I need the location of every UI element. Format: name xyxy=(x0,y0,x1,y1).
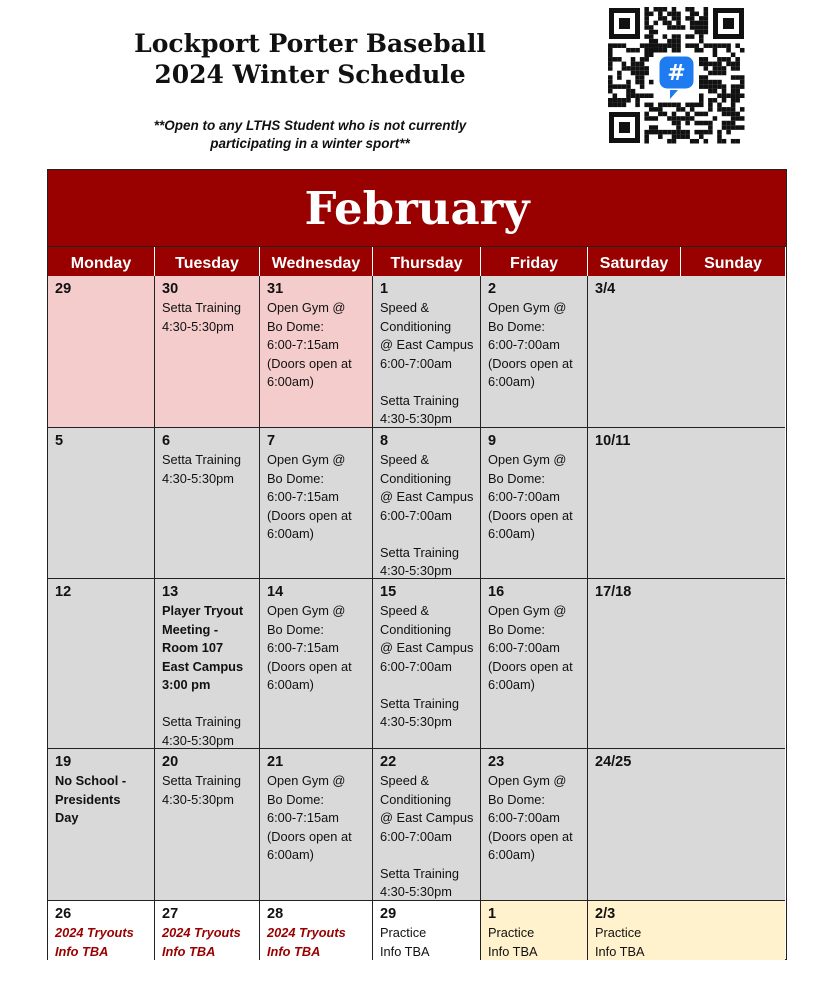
calendar-cell-mon-week-4 xyxy=(48,749,155,901)
event-spacer xyxy=(380,525,474,544)
event-line: @ East Campus xyxy=(380,337,474,352)
event-line: Open Gym @ xyxy=(267,452,346,467)
event-line: Conditioning xyxy=(380,318,452,334)
svg-text:#: # xyxy=(667,61,686,86)
event-line: Info TBA xyxy=(488,943,538,959)
event-line: Conditioning xyxy=(380,621,452,637)
calendar-cell-fri-week-3 xyxy=(481,579,588,749)
event-line: 4:30-5:30pm xyxy=(380,411,452,426)
event-line: Info TBA xyxy=(595,943,645,959)
date-number: 7 xyxy=(267,433,276,449)
calendar-cell-sat-week-1 xyxy=(588,276,785,428)
event-line: 4:30-5:30pm xyxy=(162,791,234,807)
event-line: @ East Campus xyxy=(380,640,474,655)
event-line: Setta Training xyxy=(380,695,459,711)
date-number: 9 xyxy=(488,433,497,449)
date-number: 23 xyxy=(488,754,505,770)
calendar-cell-wed-week-1 xyxy=(260,276,373,428)
event-line: 6:00am) xyxy=(488,374,535,389)
date-number: 19 xyxy=(55,754,72,770)
event-line: 4:30-5:30pm xyxy=(162,318,234,334)
calendar-cell-fri-week-5 xyxy=(481,901,588,960)
event-line: Info TBA xyxy=(380,943,430,959)
date-number: 29 xyxy=(55,281,72,297)
event-spacer xyxy=(380,846,474,865)
calendar-cell-sat-week-4 xyxy=(588,749,785,901)
date-number: 6 xyxy=(162,433,171,449)
event-line: East Campus xyxy=(162,658,244,674)
event-line: Bo Dome: xyxy=(488,470,545,486)
calendar-cell-sat-week-2 xyxy=(588,428,785,579)
calendar-cell-thu-week-3 xyxy=(373,579,481,749)
event-line: (Doors open at xyxy=(488,355,573,371)
calendar-cell-wed-week-4 xyxy=(260,749,373,901)
calendar-cell-mon-week-5 xyxy=(48,901,155,960)
event-line: 4:30-5:30pm xyxy=(380,884,452,899)
february-calendar xyxy=(47,169,787,960)
note-line-1: **Open to any LTHS Student who is not currently xyxy=(153,118,467,133)
calendar-cell-thu-week-2 xyxy=(373,428,481,579)
event-line: 4:30-5:30pm xyxy=(380,714,452,729)
calendar-cell-fri-week-2 xyxy=(481,428,588,579)
event-line: Bo Dome: xyxy=(267,470,324,486)
date-number: 5 xyxy=(55,433,64,449)
calendar-cell-sat-week-3 xyxy=(588,579,785,749)
calendar-cell-mon-week-2 xyxy=(48,428,155,579)
date-number: 17/18 xyxy=(595,584,632,600)
event-line: (Doors open at xyxy=(267,828,352,844)
date-number: 15 xyxy=(380,584,397,600)
event-line: 6:00-7:15am xyxy=(267,337,339,352)
calendar-cell-tue-week-5 xyxy=(155,901,260,960)
event-line: (Doors open at xyxy=(267,355,352,371)
event-spacer xyxy=(380,676,474,695)
event-line: Setta Training xyxy=(162,300,241,315)
date-number: 27 xyxy=(162,906,179,922)
month-banner: February xyxy=(48,170,786,247)
event-line: 6:00-7:00am xyxy=(380,658,452,674)
title-line-2: 2024 Winter Schedule xyxy=(154,60,466,89)
day-header-monday: Monday xyxy=(48,247,155,276)
calendar-cell-wed-week-2 xyxy=(260,428,373,579)
event-line: 6:00am) xyxy=(488,847,535,862)
date-number: 20 xyxy=(162,754,179,770)
date-number: 8 xyxy=(380,433,389,449)
event-line: 6:00am) xyxy=(267,847,314,862)
eligibility-note xyxy=(120,117,500,153)
calendar-cell-wed-week-5 xyxy=(260,901,373,960)
event-line: 6:00am) xyxy=(267,526,314,541)
groupme-qr-code-icon[interactable] xyxy=(608,7,745,144)
date-number: 1 xyxy=(380,281,389,297)
date-number: 28 xyxy=(267,906,284,922)
event-line: 6:00am) xyxy=(488,677,535,692)
day-header-saturday: Saturday xyxy=(588,247,681,276)
date-number: 12 xyxy=(55,584,72,600)
day-header-wednesday: Wednesday xyxy=(260,247,373,276)
event-line: 2024 Tryouts xyxy=(162,925,241,940)
event-line: 6:00-7:00am xyxy=(488,810,560,825)
event-line: 6:00-7:00am xyxy=(380,507,452,523)
calendar-cell-wed-week-3 xyxy=(260,579,373,749)
day-header-thursday: Thursday xyxy=(373,247,481,276)
event-line: Bo Dome: xyxy=(267,318,324,334)
event-line: (Doors open at xyxy=(488,828,573,844)
event-line: (Doors open at xyxy=(488,507,573,523)
event-line: 4:30-5:30pm xyxy=(162,470,234,486)
date-number: 31 xyxy=(267,281,284,297)
date-number: 21 xyxy=(267,754,284,770)
calendar-cell-mon-week-3 xyxy=(48,579,155,749)
event-line: Room 107 xyxy=(162,640,224,655)
event-line: Open Gym @ xyxy=(488,452,567,467)
event-line: Bo Dome: xyxy=(488,621,545,637)
date-number: 2/3 xyxy=(595,906,616,922)
event-line: 6:00-7:00am xyxy=(380,828,452,844)
date-number: 26 xyxy=(55,906,72,922)
event-line: 6:00-7:15am xyxy=(267,489,339,504)
event-line: Setta Training xyxy=(162,452,241,467)
event-line: Speed & xyxy=(380,603,430,618)
event-line: @ East Campus xyxy=(380,489,474,504)
event-line: Setta Training xyxy=(380,865,459,881)
event-line: Day xyxy=(55,810,79,825)
event-line: Speed & xyxy=(380,773,430,788)
event-line: Conditioning xyxy=(380,470,452,486)
date-number: 22 xyxy=(380,754,397,770)
event-line: Info TBA xyxy=(55,943,109,959)
note-line-2: participating in a winter sport** xyxy=(210,136,410,151)
event-line: Open Gym @ xyxy=(488,603,567,618)
event-line: Conditioning xyxy=(380,791,452,807)
event-line: 6:00-7:00am xyxy=(488,337,560,352)
event-line: 2024 Tryouts xyxy=(267,925,346,940)
calendar-cell-sat-week-5 xyxy=(588,901,785,960)
calendar-cell-thu-week-1 xyxy=(373,276,481,428)
event-line: 2024 Tryouts xyxy=(55,925,134,940)
event-line: Bo Dome: xyxy=(488,791,545,807)
title-line-1: Lockport Porter Baseball xyxy=(134,29,486,58)
event-line: Open Gym @ xyxy=(267,300,346,315)
date-number: 30 xyxy=(162,281,179,297)
date-number: 13 xyxy=(162,584,179,600)
calendar-cell-thu-week-4 xyxy=(373,749,481,901)
event-line: (Doors open at xyxy=(267,507,352,523)
event-line: Practice xyxy=(488,925,535,940)
date-number: 10/11 xyxy=(595,433,631,449)
event-line: 4:30-5:30pm xyxy=(162,732,234,748)
date-number: 14 xyxy=(267,584,284,600)
event-line: 6:00am) xyxy=(267,677,314,692)
event-spacer xyxy=(380,373,474,392)
date-number: 16 xyxy=(488,584,505,600)
event-line: Bo Dome: xyxy=(488,318,545,334)
event-line: 6:00am) xyxy=(267,374,314,389)
event-line: Bo Dome: xyxy=(267,791,324,807)
event-spacer xyxy=(162,695,253,714)
calendar-cell-tue-week-3 xyxy=(155,579,260,749)
event-line: Open Gym @ xyxy=(488,773,567,788)
event-line: @ East Campus xyxy=(380,810,474,825)
event-line: 6:00-7:15am xyxy=(267,810,339,825)
event-line: Open Gym @ xyxy=(267,603,346,618)
date-number: 1 xyxy=(488,906,497,922)
event-line: Bo Dome: xyxy=(267,621,324,637)
event-line: Setta Training xyxy=(380,544,459,560)
event-line: Setta Training xyxy=(380,392,459,408)
date-number: 2 xyxy=(488,281,497,297)
event-line: 6:00am) xyxy=(488,526,535,541)
schedule-title xyxy=(110,28,510,90)
calendar-cell-thu-week-5 xyxy=(373,901,481,960)
event-line: (Doors open at xyxy=(267,658,352,674)
event-line: Speed & xyxy=(380,452,430,467)
date-number: 24/25 xyxy=(595,754,632,770)
day-header-friday: Friday xyxy=(481,247,588,276)
event-line: 6:00-7:15am xyxy=(267,640,339,655)
calendar-cell-mon-week-1 xyxy=(48,276,155,428)
event-line: Info TBA xyxy=(267,943,321,959)
event-line: Presidents xyxy=(55,791,121,807)
day-header-sunday: Sunday xyxy=(681,247,785,276)
event-line: Info TBA xyxy=(162,943,216,959)
event-line: Meeting - xyxy=(162,621,219,637)
event-line: Open Gym @ xyxy=(267,773,346,788)
event-line: Practice xyxy=(595,925,642,940)
event-line: 4:30-5:30pm xyxy=(380,563,452,578)
date-number: 3/4 xyxy=(595,281,616,297)
event-line: Player Tryout xyxy=(162,603,244,618)
date-number: 29 xyxy=(380,906,397,922)
event-line: 6:00-7:00am xyxy=(488,489,560,504)
calendar-cell-tue-week-1 xyxy=(155,276,260,428)
event-line: No School - xyxy=(55,773,127,788)
event-line: 6:00-7:00am xyxy=(380,355,452,371)
calendar-cell-fri-week-4 xyxy=(481,749,588,901)
calendar-cell-tue-week-2 xyxy=(155,428,260,579)
event-line: Speed & xyxy=(380,300,430,315)
event-line: Setta Training xyxy=(162,714,241,729)
calendar-cell-fri-week-1 xyxy=(481,276,588,428)
event-line: 6:00-7:00am xyxy=(488,640,560,655)
event-line: (Doors open at xyxy=(488,658,573,674)
calendar-cell-tue-week-4 xyxy=(155,749,260,901)
event-line: 3:00 pm xyxy=(162,677,211,692)
event-line: Open Gym @ xyxy=(488,300,567,315)
event-line: Setta Training xyxy=(162,773,241,788)
event-line: Practice xyxy=(380,925,427,940)
day-header-tuesday: Tuesday xyxy=(155,247,260,276)
